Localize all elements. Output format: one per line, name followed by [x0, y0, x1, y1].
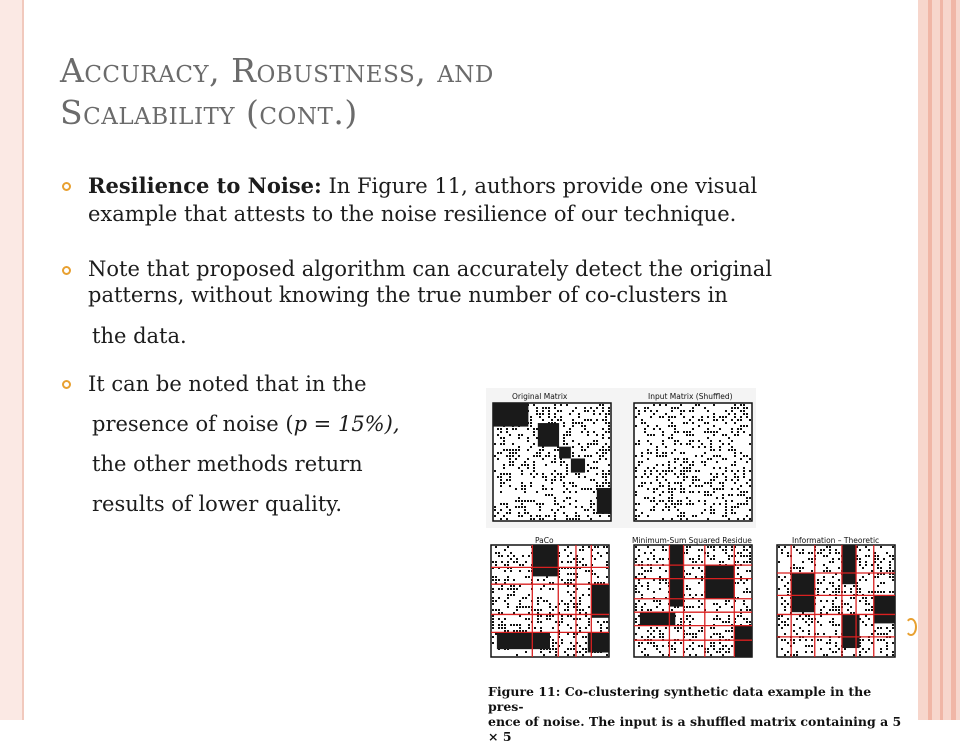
bullet-icon	[62, 380, 71, 389]
bullet-heading: Resilience to Noise:	[88, 173, 322, 198]
right-border-decoration	[918, 0, 960, 720]
left-border-decoration	[0, 0, 24, 720]
matrix-paco-block	[591, 584, 609, 618]
matrix-info-theoretic-block	[842, 545, 856, 584]
matrix-paco-noise	[492, 546, 608, 656]
matrix-mssr-block	[734, 626, 752, 657]
matrix-info-theoretic-noise	[778, 546, 894, 656]
panel-title-shuffled: Input Matrix (Shuffled)	[648, 392, 733, 401]
bullet-text: In Figure 11, authors provide one visual example that attests to the noise resilience of our technique.	[88, 174, 758, 226]
bullet-icon	[62, 266, 71, 275]
bullet-resilience	[62, 172, 802, 228]
orange-ring-decoration	[905, 618, 917, 636]
panel-title-info-theoretic: Information – Theoretic	[792, 536, 880, 545]
title-line-1: Accuracy, Robustness, and	[60, 51, 494, 90]
panel-title-mssr: Minimum-Sum Squared Residue	[632, 536, 752, 545]
slide-title	[60, 50, 494, 134]
panel-title-paco: PaCo	[535, 536, 554, 545]
matrix-mssr	[634, 545, 752, 657]
caption-line-2: ence of noise. The input is a shuffled matrix containing a 5 × 5	[488, 714, 902, 744]
matrix-paco-block	[532, 545, 558, 576]
matrix-info-theoretic-block	[842, 614, 860, 648]
bullet-text: Note that proposed algorithm can accurately detect the original patterns, without knowing the true number of co-clusters in	[88, 257, 773, 307]
panel-title-original: Original Matrix	[512, 392, 568, 401]
bullet-text-line4: results of lower quality.	[92, 492, 343, 516]
matrix-mssr-block	[705, 565, 735, 599]
figure-caption	[488, 684, 908, 744]
matrix-info-theoretic	[777, 545, 895, 657]
bullet-icon	[62, 182, 71, 191]
matrix-info-theoretic-block	[791, 573, 815, 612]
matrix-paco	[491, 545, 609, 657]
title-line-2: Scalability (cont.)	[60, 93, 358, 132]
matrix-mssr-block	[669, 545, 683, 607]
bullet-text-line2: presence of noise (p = 15%),	[92, 412, 400, 436]
caption-line-1: Figure 11: Co-clustering synthetic data example in the pres-	[488, 684, 872, 714]
bullet-text-line3: the other methods return	[92, 452, 363, 476]
figure-top-row	[486, 388, 756, 528]
matrix-mssr-block	[640, 612, 675, 625]
matrix-paco-block	[497, 632, 550, 649]
bullet-text-continued: the data.	[92, 324, 187, 348]
bullet-text: It can be noted that in the	[88, 372, 367, 396]
matrix-mssr-noise	[635, 546, 751, 656]
bullet-patterns	[62, 256, 788, 350]
matrix-info-theoretic-block	[874, 595, 895, 623]
matrix-paco-block	[588, 632, 609, 652]
